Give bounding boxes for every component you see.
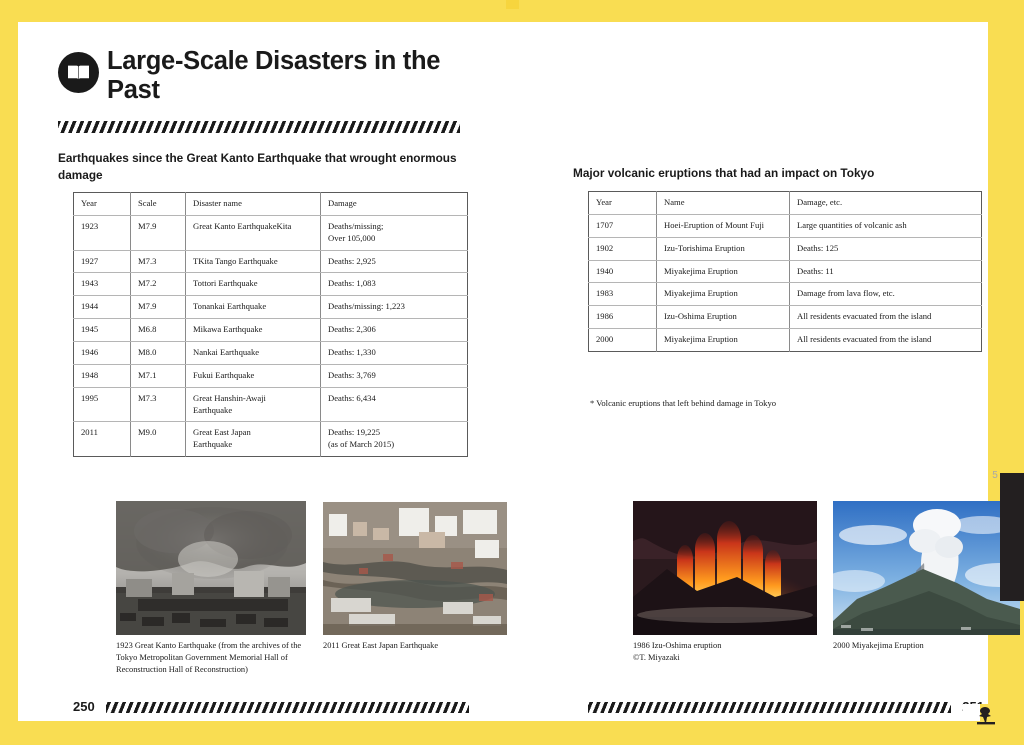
table-cell: 1943 (74, 273, 131, 296)
table-cell: Deaths: 2,925 (321, 250, 468, 273)
table-header-row (589, 192, 982, 215)
document-header (58, 47, 458, 105)
table-cell: Deaths/missing; Over 105,000 (321, 215, 468, 250)
table-cell: Mikawa Earthquake (186, 319, 321, 342)
figure-2000-miyakejima-eruption (833, 501, 1022, 652)
table-row (74, 215, 468, 250)
figure-1923-great-kanto-earthquake (116, 501, 308, 676)
table-cell: M7.2 (131, 273, 186, 296)
figure-caption: 2000 Miyakejima Eruption (833, 641, 924, 650)
title-hatched-rule (58, 121, 460, 133)
column-header-disaster-name: Disaster name (186, 193, 321, 216)
table-cell: 1927 (74, 250, 131, 273)
footer-hatched-rule (106, 702, 469, 713)
table-cell: 1948 (74, 364, 131, 387)
section-tab-marker (1000, 473, 1024, 601)
table-cell: 1923 (74, 215, 131, 250)
table-cell: 2011 (74, 422, 131, 457)
table-row (589, 237, 982, 260)
table-row (74, 422, 468, 457)
table-cell: 1707 (589, 214, 657, 237)
open-book-icon (58, 52, 99, 93)
table-cell: 1945 (74, 319, 131, 342)
table-cell: Deaths: 2,306 (321, 319, 468, 342)
footer-right (588, 698, 984, 718)
table-cell: Deaths/missing: 1,223 (321, 296, 468, 319)
table-cell: 1986 (589, 306, 657, 329)
table-cell: M9.0 (131, 422, 186, 457)
table-cell: Izu-Torishima Eruption (657, 237, 790, 260)
table-cell: Deaths: 19,225 (as of March 2015) (328, 427, 395, 450)
book-spread-page (18, 22, 988, 721)
table-cell: Large quantities of volcanic ash (790, 214, 982, 237)
table-row (74, 193, 468, 216)
table-header-row (74, 193, 468, 216)
section-tab-number: 5 (992, 470, 998, 481)
eruptions-table-body (589, 214, 982, 351)
table-row (589, 283, 982, 306)
table-cell: 1940 (589, 260, 657, 283)
column-header-damage: Damage (321, 193, 468, 216)
table-cell: M7.9 (131, 296, 186, 319)
column-header-year: Year (74, 193, 131, 216)
table-cell: 1983 (589, 283, 657, 306)
table-row (74, 387, 468, 422)
2011-great-east-japan-earthquake-photo (323, 502, 507, 635)
figure-caption: 2011 Great East Japan Earthquake (323, 641, 439, 650)
2000-miyakejima-eruption-photo (833, 501, 1020, 635)
table-row (74, 296, 468, 319)
table-cell: 1944 (74, 296, 131, 319)
page-title: Large-Scale Disasters in the Past (107, 47, 441, 104)
column-header-year: Year (589, 192, 657, 215)
page-number-left: 250 (73, 699, 95, 714)
table-cell: Deaths: 3,769 (321, 364, 468, 387)
table-cell: All residents evacuated from the island (797, 334, 932, 345)
table-cell: 1902 (589, 237, 657, 260)
figure-2011-great-east-japan-earthquake (323, 502, 509, 652)
table-row (74, 250, 468, 273)
figure-caption: 1923 Great Kanto Earthquake (from the archives of the Tokyo Metropolitan Government Memorial Hall of Reconstruction Hall of Reconstruction) (116, 641, 302, 674)
table-cell: 2000 (589, 329, 657, 352)
1923-great-kanto-earthquake-photo (116, 501, 306, 635)
table-cell: Miyakejima Eruption (657, 283, 790, 306)
table-cell: Deaths: 1,330 (321, 342, 468, 365)
table-cell: Miyakejima Eruption (657, 260, 790, 283)
section-heading-earthquakes: Earthquakes since the Great Kanto Earthquake that wrought enormous damage (58, 151, 457, 183)
table-cell: Tottori Earthquake (186, 273, 321, 296)
footer-hatched-rule (588, 702, 951, 713)
column-header-damage-etc: Damage, etc. (790, 192, 982, 215)
table-row (74, 319, 468, 342)
table-cell: Hoei-Eruption of Mount Fuji (657, 214, 790, 237)
table-cell: TKita Tango Earthquake (186, 250, 321, 273)
table-cell: Fukui Earthquake (186, 364, 321, 387)
table-cell: Izu-Oshima Eruption (657, 306, 790, 329)
earthquakes-table (73, 192, 468, 457)
table-cell: Deaths: 6,434 (321, 387, 468, 422)
table-cell: Miyakejima Eruption (657, 329, 790, 352)
table-cell: Tonankai Earthquake (186, 296, 321, 319)
section-heading-eruptions: Major volcanic eruptions that had an impact on Tokyo (573, 166, 875, 180)
table-row (589, 306, 982, 329)
table-cell: Great Hanshin-Awaji Earthquake (186, 387, 321, 422)
table-cell: M7.1 (131, 364, 186, 387)
table-cell: 1946 (74, 342, 131, 365)
table-row (589, 192, 982, 215)
registration-mark (506, 0, 519, 9)
table-cell: 1995 (74, 387, 131, 422)
table-row (74, 273, 468, 296)
earthquakes-table-body (74, 215, 468, 456)
table-cell: All residents evacuated from the island (790, 306, 982, 329)
column-header-scale: Scale (131, 193, 186, 216)
table-row (74, 364, 468, 387)
table-cell: M7.9 (131, 215, 186, 250)
footer-left (73, 698, 469, 718)
table-cell: Great Kanto EarthquakeKita (186, 215, 321, 250)
table-row (589, 260, 982, 283)
figure-1986-izu-oshima-eruption (633, 501, 819, 664)
table-cell: M6.8 (131, 319, 186, 342)
eruptions-footnote: * Volcanic eruptions that left behind damage in Tokyo (590, 397, 777, 408)
table-row (74, 342, 468, 365)
table-row (589, 214, 982, 237)
table-cell: Deaths: 11 (790, 260, 982, 283)
table-cell: Deaths: 125 (790, 237, 982, 260)
bird-mascot-logo (963, 704, 1007, 740)
figure-caption: 1986 Izu-Oshima eruption ©T. Miyazaki (633, 641, 722, 662)
table-row (589, 329, 982, 352)
table-cell: Damage from lava flow, etc. (790, 283, 982, 306)
column-header-name: Name (657, 192, 790, 215)
table-cell: M7.3 (131, 250, 186, 273)
table-cell: Great East Japan Earthquake (186, 422, 321, 457)
eruptions-table (588, 191, 982, 352)
1986-izu-oshima-eruption-photo (633, 501, 817, 635)
table-cell: Deaths: 1,083 (321, 273, 468, 296)
table-cell: M8.0 (131, 342, 186, 365)
table-cell: M7.3 (131, 387, 186, 422)
table-cell: Nankai Earthquake (186, 342, 321, 365)
